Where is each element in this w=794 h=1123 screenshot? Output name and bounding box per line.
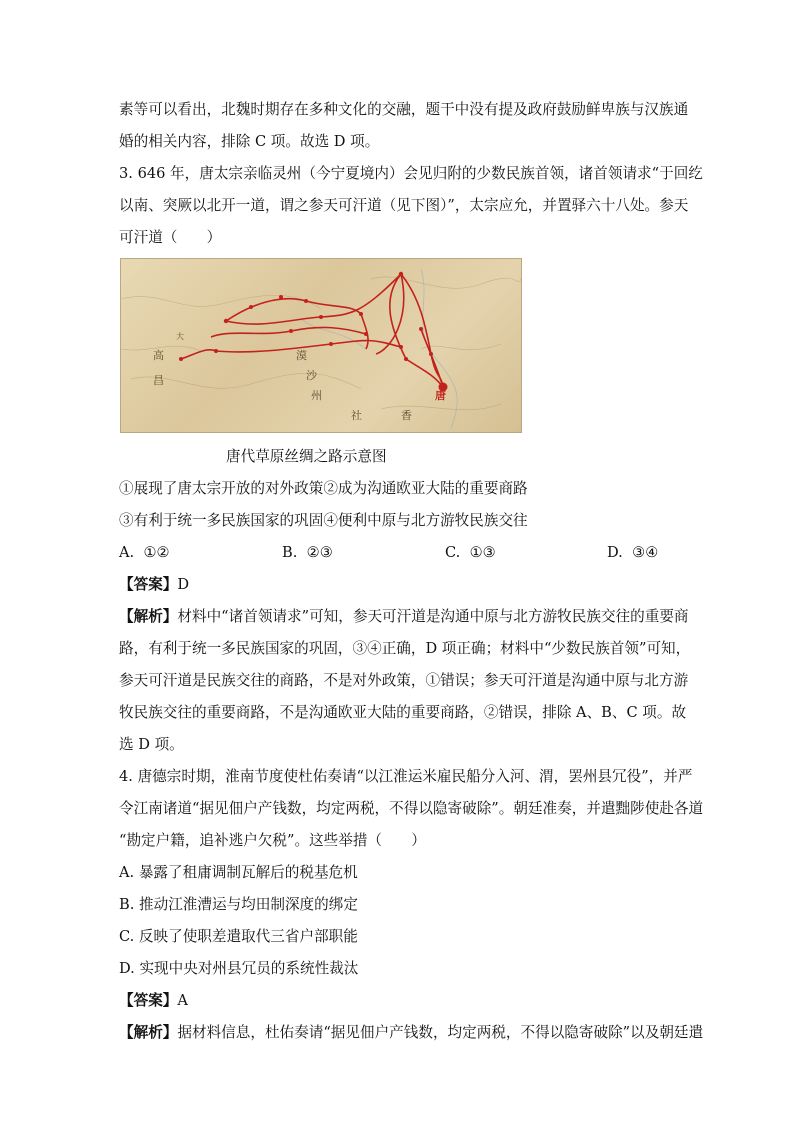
- map-label-6: 州: [311, 389, 322, 402]
- map-label-4: 漠: [296, 349, 307, 362]
- map-label-2: 昌: [153, 374, 164, 387]
- map-drawing: [121, 259, 521, 432]
- option-b-letter: B.: [282, 544, 298, 561]
- analysis-1-line-2: 路，有利于统一多民族国家的巩固，③④正确，D 项正确；材料中“少数民族首领”可知，: [119, 640, 691, 657]
- map-rivers: [301, 269, 457, 429]
- analysis-1-text-1: 材料中“诸首领请求”可知，参天可汗道是沟通中原与北方游牧民族交往的重要商: [177, 608, 689, 625]
- analysis-2-text: 据材料信息，杜佑奏请“据见佃户产钱数，均定两税，不得以隐寄破除”以及朝廷遣: [177, 1024, 704, 1041]
- silk-road-map: [120, 258, 522, 433]
- option-d: [607, 543, 658, 563]
- answer-1: [119, 575, 189, 595]
- question-4-line-1: 4. 唐德宗时期，淮南节度使杜佑奏请“以江淮运米雇民船分入河、渭，罢州县冗役”，并严: [119, 768, 693, 785]
- text-line-1: 素等可以看出，北魏时期存在多种文化的交融，题干中没有提及政府鼓励鲜卑族与汉族通: [119, 101, 689, 118]
- option-d-letter: D.: [607, 544, 623, 561]
- analysis-2-label: 【解析】: [119, 1024, 178, 1041]
- analysis-1-line-3: 参天可汗道是民族交往的商路，不是对外政策，①错误；参天可汗道是沟通中原与北方游: [119, 672, 689, 689]
- option-b: [282, 543, 333, 563]
- question-4-option-b: B. 推动江淮漕运与均田制深度的绑定: [119, 896, 358, 913]
- option-a-text: ①②: [143, 544, 170, 561]
- analysis-1-line-4: 牧民族交往的重要商路，不是沟通欧亚大陆的重要商路，②错误，排除 A、B、C 项。故: [119, 704, 687, 721]
- question-3-line-1: 3. 646 年，唐太宗亲临灵州（今宁夏境内）会见归附的少数民族首领，诸首领请求“于回纥: [119, 165, 703, 182]
- question-4-line-3: “勘定户籍，追补逃户欠税”。这些举措（ ）: [119, 832, 426, 849]
- analysis-1-label: 【解析】: [119, 608, 178, 625]
- option-c: [445, 543, 496, 563]
- option-b-text: ②③: [306, 544, 333, 561]
- option-a-letter: A.: [119, 544, 135, 561]
- statement-1: ①展现了唐太宗开放的对外政策②成为沟通欧亚大陆的重要商路: [119, 480, 528, 497]
- answer-2-label: 【答案】: [119, 992, 178, 1009]
- answer-2: [119, 991, 188, 1011]
- map-label-tang: 唐: [435, 389, 446, 402]
- answer-1-label: 【答案】: [119, 576, 178, 593]
- question-3-line-3: 可汗道（ ）: [119, 229, 222, 246]
- question-4-option-a: A. 暴露了租庸调制瓦解后的税基危机: [119, 864, 358, 881]
- answer-1-value: D: [177, 576, 190, 593]
- option-a: [119, 543, 170, 563]
- map-label-7: 社: [351, 409, 362, 422]
- analysis-2-line-1: [119, 1023, 703, 1043]
- option-c-letter: C.: [445, 544, 461, 561]
- answer-2-value: A: [177, 992, 188, 1009]
- map-label-3: 大: [176, 332, 184, 341]
- analysis-1-line-5: 选 D 项。: [119, 736, 184, 753]
- statement-2: ③有利于统一多民族国家的巩固④便利中原与北方游牧民族交往: [119, 512, 528, 529]
- question-3-line-2: 以南、突厥以北开一道，谓之参天可汗道（见下图）”，太宗应允，并置驿六十八处。参天: [119, 197, 689, 214]
- map-caption: 唐代草原丝绸之路示意图: [226, 448, 387, 465]
- text-line-2: 婚的相关内容，排除 C 项。故选 D 项。: [119, 133, 380, 150]
- map-label-8: 香: [401, 409, 412, 422]
- map-labels: [153, 331, 446, 422]
- map-label-1: 高: [153, 349, 164, 362]
- analysis-1-line-1: [119, 607, 689, 627]
- question-4-option-c: C. 反映了使职差遣取代三省户部职能: [119, 928, 358, 945]
- question-4-line-2: 令江南诸道“据见佃户产钱数，均定两税，不得以隐寄破除”。朝廷准奏，并遣黜陟使赴各道: [119, 800, 704, 817]
- option-d-text: ③④: [632, 544, 659, 561]
- map-label-5: 沙: [306, 369, 317, 382]
- question-4-option-d: D. 实现中央对州县冗员的系统性裁汰: [119, 960, 359, 977]
- option-c-text: ①③: [469, 544, 496, 561]
